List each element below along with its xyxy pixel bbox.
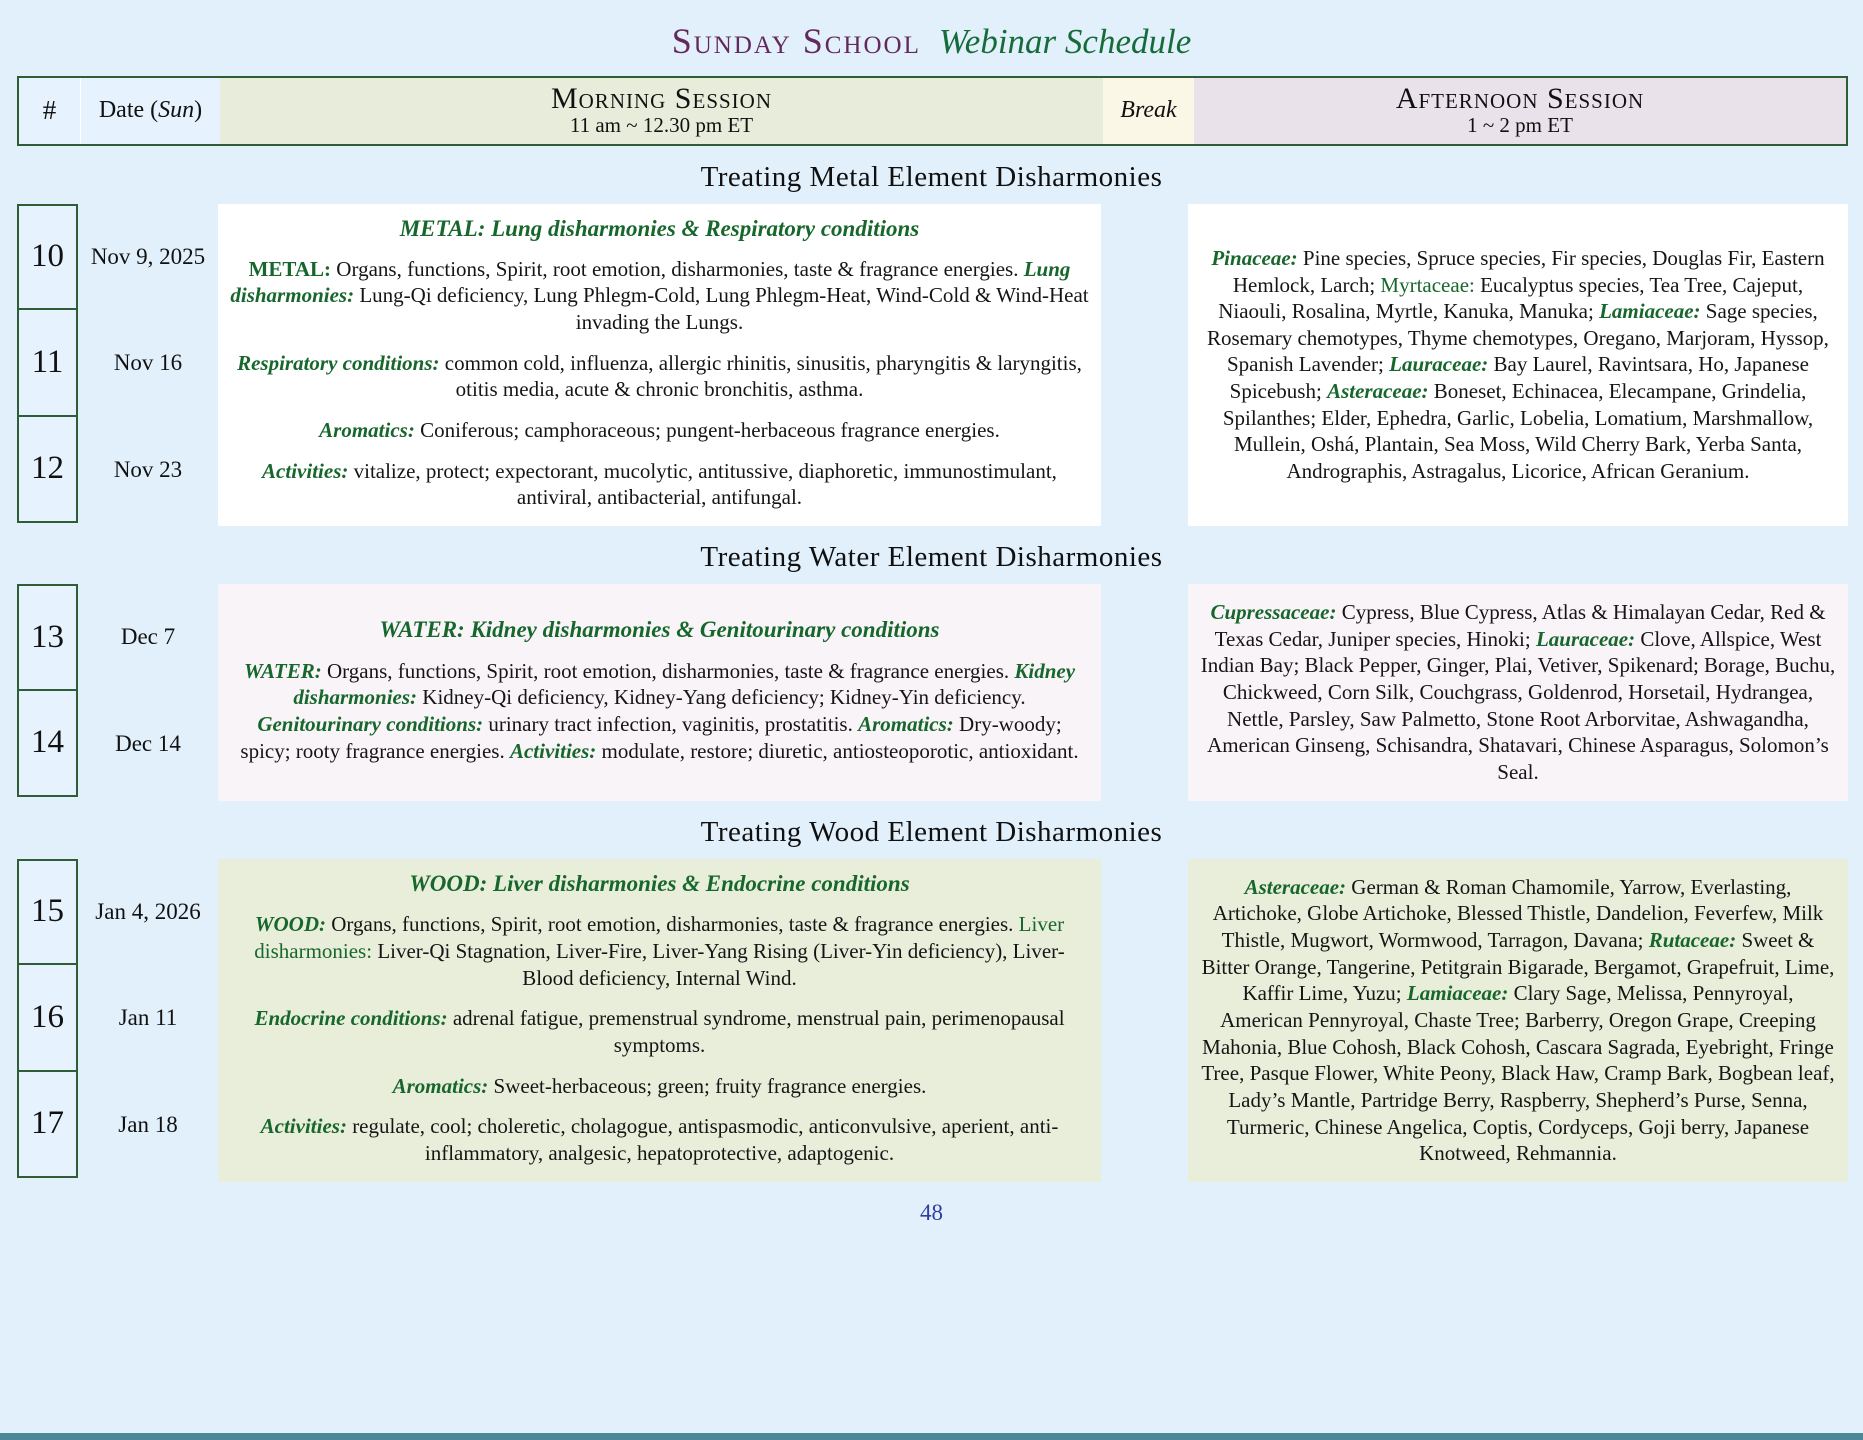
keyword-label: Rutaceae: bbox=[1648, 927, 1737, 952]
keyword-label: METAL: bbox=[248, 256, 332, 281]
session-row bbox=[17, 691, 218, 798]
paragraph bbox=[1200, 599, 1836, 786]
date-label-prefix: Date ( bbox=[98, 97, 159, 124]
session-date: Jan 4, 2026 bbox=[95, 898, 201, 924]
session-date: Jan 18 bbox=[118, 1111, 178, 1137]
session-date: Dec 14 bbox=[115, 730, 181, 756]
page-number: 48 bbox=[920, 1199, 943, 1225]
text-segment: Clary Sage, Melissa, Pennyroyal, American Pennyroyal, Chaste Tree; Barberry, Oregon Grape, Creeping Mahonia, Blue Cohosh, Black Cohosh, Cascara Sagrada, Eyebright, Fringe Tree, Pasque Flower, White Peony, Black Haw, Cramp Bark, Bogbean leaf, Lady’s Mantle, Partridge Berry, Raspberry, Shepherd’s Purse, Senna, Turmeric, Chinese Angelica, Coptis, Cordyceps, Goji berry, Japanese Knotweed, Rehmannia. bbox=[1201, 981, 1835, 1166]
session-date: Dec 7 bbox=[120, 624, 176, 650]
text-segment: Organs, functions, Spirit, root emotion, disharmonies, taste & fragrance energies. bbox=[326, 912, 1019, 937]
morning-session-panel bbox=[218, 859, 1101, 1182]
keyword-label: Lauraceae: bbox=[1389, 352, 1489, 377]
session-number-box: 14 bbox=[17, 689, 78, 798]
break-column-gap bbox=[1101, 859, 1188, 1182]
afternoon-session-panel bbox=[1188, 859, 1848, 1182]
section-heading: Treating Wood Element Disharmonies bbox=[700, 815, 1163, 848]
session-date: Nov 9, 2025 bbox=[90, 243, 206, 269]
keyword-label: Activities: bbox=[262, 458, 349, 483]
paragraph bbox=[1200, 874, 1836, 1167]
session-row bbox=[17, 417, 218, 524]
text-segment: vitalize, protect; expectorant, mucolytic, antitussive, diaphoretic, immunostimulant, antiviral, antibacterial, antifungal. bbox=[348, 458, 1057, 510]
paragraph bbox=[1200, 245, 1836, 485]
keyword-label: Liver disharmonies: bbox=[254, 912, 1065, 963]
text-segment: adrenal fatigue, premenstrual syndrome, menstrual pain, perimenopausal symptoms. bbox=[447, 1006, 1065, 1057]
section-water bbox=[0, 541, 1863, 801]
header-break: Break bbox=[1103, 78, 1194, 144]
keyword-label: Activities: bbox=[509, 738, 597, 763]
session-row bbox=[17, 965, 218, 1072]
text-segment: Organs, functions, Spirit, root emotion, disharmonies, taste & fragrance energies. bbox=[331, 256, 1024, 281]
text-segment: Sweet & Bitter Orange, Tangerine, Petitgrain Bigarade, Bergamot, Grapefruit, Lime, Kaffir Lime, Yuzu; bbox=[1201, 927, 1835, 1006]
text-segment: Eucalyptus species, Tea Tree, Cajeput, Niaouli, Rosalina, Myrtle, Kanuka, Manuka; bbox=[1218, 272, 1804, 324]
text-segment: Bay Laurel, Ravintsara, Ho, Japanese Spicebush; bbox=[1229, 352, 1809, 404]
keyword-label: Lamiaceae: bbox=[1599, 299, 1701, 324]
morning-topic-heading: METAL: Lung disharmonies & Respiratory conditions bbox=[399, 215, 920, 241]
bottom-edge-bar bbox=[0, 1433, 1863, 1440]
session-rows bbox=[17, 859, 218, 1182]
section-body bbox=[17, 584, 1848, 801]
text-segment: urinary tract infection, vaginitis, prostatitis. bbox=[483, 711, 859, 736]
keyword-label: Asteraceae: bbox=[1244, 874, 1347, 899]
section-body bbox=[17, 859, 1848, 1182]
session-row bbox=[17, 584, 218, 691]
paragraph bbox=[230, 1005, 1089, 1058]
text-segment: German & Roman Chamomile, Yarrow, Everlasting, Artichoke, Globe Artichoke, Blessed Thistle, Dandelion, Feverfew, Milk Thistle, Mugwort, Wormwood, Tarragon, Davana; bbox=[1212, 874, 1824, 952]
paragraph bbox=[230, 350, 1089, 403]
paragraph bbox=[230, 1113, 1089, 1166]
morning-topic-heading: WATER: Kidney disharmonies & Genitourinary conditions bbox=[379, 617, 940, 643]
keyword-label: WATER: bbox=[243, 658, 322, 683]
header-date-column bbox=[80, 78, 220, 144]
afternoon-session-panel bbox=[1188, 584, 1848, 801]
session-date: Jan 11 bbox=[118, 1005, 178, 1031]
morning-session-time: 11 am ~ 12.30 pm ET bbox=[569, 113, 754, 138]
keyword-label: Respiratory conditions: bbox=[237, 350, 440, 375]
keyword-label: Endocrine conditions: bbox=[254, 1006, 448, 1031]
session-row bbox=[17, 310, 218, 417]
text-segment: Liver-Qi Stagnation, Liver-Fire, Liver-Yang Rising (Liver-Yin deficiency), Liver-Blood deficiency, Internal Wind. bbox=[372, 938, 1065, 990]
break-column-gap bbox=[1101, 204, 1188, 526]
afternoon-session-panel bbox=[1188, 204, 1848, 526]
session-number-box: 12 bbox=[17, 415, 78, 524]
keyword-label: Myrtaceae: bbox=[1380, 272, 1475, 297]
session-row bbox=[17, 1072, 218, 1179]
session-rows bbox=[17, 584, 218, 801]
session-rows bbox=[17, 204, 218, 526]
date-label-suffix: ) bbox=[194, 97, 203, 124]
session-row bbox=[17, 859, 218, 966]
keyword-label: Aromatics: bbox=[319, 418, 415, 443]
keyword-label: Cupressaceae: bbox=[1210, 600, 1337, 625]
text-segment: Clove, Allspice, West Indian Bay; Black Pepper, Ginger, Plai, Vetiver, Spikenard; Borage, Buchu, Chickweed, Corn Silk, Couchgrass, Goldenrod, Horsetail, Hydrangea, Nettle, Parsley, Saw Palmetto, Stone Root Arborvitae, Ashwagandha, American Ginseng, Schisandra, Shatavari, Chinese Asparagus, Solomon’s Seal. bbox=[1200, 626, 1836, 784]
keyword-label: Aromatics: bbox=[392, 1073, 489, 1098]
page-title bbox=[0, 0, 1863, 62]
section-wood bbox=[0, 816, 1863, 1182]
header-number-column: # bbox=[19, 78, 80, 144]
keyword-label: Aromatics: bbox=[858, 711, 954, 736]
session-number-box: 13 bbox=[17, 584, 78, 691]
morning-session-panel bbox=[218, 584, 1101, 801]
text-segment: Sage species, Rosemary chemotypes, Thyme chemotypes, Oregano, Marjoram, Hyssop, Spanish Lavender; bbox=[1207, 299, 1829, 377]
text-segment: Organs, functions, Spirit, root emotion, disharmonies, taste & fragrance energies. bbox=[321, 658, 1015, 683]
afternoon-session-title: Afternoon Session bbox=[1395, 81, 1645, 115]
header-morning-session bbox=[220, 78, 1103, 144]
date-label-sun: Sun bbox=[158, 97, 195, 124]
text-segment: Sweet-herbaceous; green; fruity fragrance energies. bbox=[488, 1073, 927, 1098]
session-number-box: 10 bbox=[17, 204, 78, 311]
keyword-label: Lung disharmonies: bbox=[230, 256, 1071, 308]
text-segment: regulate, cool; choleretic, cholagogue, antispasmodic, anticonvulsive, aperient, anti-inflammatory, analgesic, hepatoprotective, adaptogenic. bbox=[346, 1114, 1059, 1165]
session-number-box: 16 bbox=[17, 963, 78, 1072]
text-segment: Lung-Qi deficiency, Lung Phlegm-Cold, Lung Phlegm-Heat, Wind-Cold & Wind-Heat invading the Lungs. bbox=[354, 283, 1089, 335]
session-number-box: 17 bbox=[17, 1070, 78, 1179]
session-date: Nov 23 bbox=[113, 456, 183, 482]
text-segment: Pine species, Spruce species, Fir species, Douglas Fir, Eastern Hemlock, Larch; bbox=[1232, 245, 1825, 297]
keyword-label: Activities: bbox=[260, 1114, 347, 1139]
section-heading: Treating Water Element Disharmonies bbox=[700, 541, 1163, 574]
morning-topic-heading: WOOD: Liver disharmonies & Endocrine conditions bbox=[409, 871, 910, 897]
keyword-label: Genitourinary conditions: bbox=[257, 711, 484, 736]
section-metal bbox=[0, 161, 1863, 526]
keyword-label: Lauraceae: bbox=[1535, 626, 1636, 651]
text-segment: Boneset, Echinacea, Elecampane, Grindelia, Spilanthes; Elder, Ephedra, Garlic, Lobelia, Lomatium, Marshmallow, Mullein, Oshá, Plantain, Sea Moss, Wild Cherry Bark, Yerba Santa, Andrographis, Astragalus, Licorice, African Geranium. bbox=[1222, 379, 1814, 484]
paragraph bbox=[230, 458, 1089, 511]
paragraph bbox=[230, 1073, 1089, 1100]
text-segment: Kidney-Qi deficiency, Kidney-Yang deficiency; Kidney-Yin deficiency. bbox=[417, 685, 1026, 710]
paragraph bbox=[230, 417, 1089, 444]
text-segment: common cold, influenza, allergic rhinitis, sinusitis, pharyngitis & laryngitis, otitis media, acute & chronic bronchitis, asthma. bbox=[439, 350, 1082, 402]
keyword-label: Lamiaceae: bbox=[1406, 981, 1509, 1006]
afternoon-session-time: 1 ~ 2 pm ET bbox=[1467, 113, 1573, 138]
paragraph bbox=[230, 658, 1089, 765]
text-segment: Cypress, Blue Cypress, Atlas & Himalayan Cedar, Red & Texas Cedar, Juniper species, Hinoki; bbox=[1214, 600, 1826, 651]
title-course-name: Sunday School bbox=[671, 21, 921, 61]
session-row bbox=[17, 204, 218, 311]
text-segment: Dry-woody; spicy; rooty fragrance energies. bbox=[240, 711, 1062, 763]
session-number-box: 15 bbox=[17, 859, 78, 966]
paragraph bbox=[230, 256, 1089, 336]
section-body bbox=[17, 204, 1848, 526]
session-date: Nov 16 bbox=[113, 350, 183, 376]
section-heading: Treating Metal Element Disharmonies bbox=[700, 160, 1163, 193]
sections-container bbox=[0, 161, 1863, 1182]
keyword-label: Kidney disharmonies: bbox=[293, 658, 1076, 710]
title-subtitle: Webinar Schedule bbox=[938, 22, 1192, 61]
keyword-label: Pinaceae: bbox=[1211, 245, 1298, 270]
header-afternoon-session bbox=[1194, 78, 1846, 144]
text-segment: Coniferous; camphoraceous; pungent-herbaceous fragrance energies. bbox=[414, 418, 1000, 443]
morning-session-panel bbox=[218, 204, 1101, 526]
table-header bbox=[17, 76, 1848, 146]
morning-session-title: Morning Session bbox=[550, 81, 773, 115]
paragraph bbox=[230, 911, 1089, 991]
break-column-gap bbox=[1101, 584, 1188, 801]
session-number-box: 11 bbox=[17, 308, 78, 417]
keyword-label: Asteraceae: bbox=[1327, 379, 1429, 404]
keyword-label: WOOD: bbox=[254, 912, 327, 937]
text-segment: modulate, restore; diuretic, antiosteoporotic, antioxidant. bbox=[596, 738, 1079, 763]
